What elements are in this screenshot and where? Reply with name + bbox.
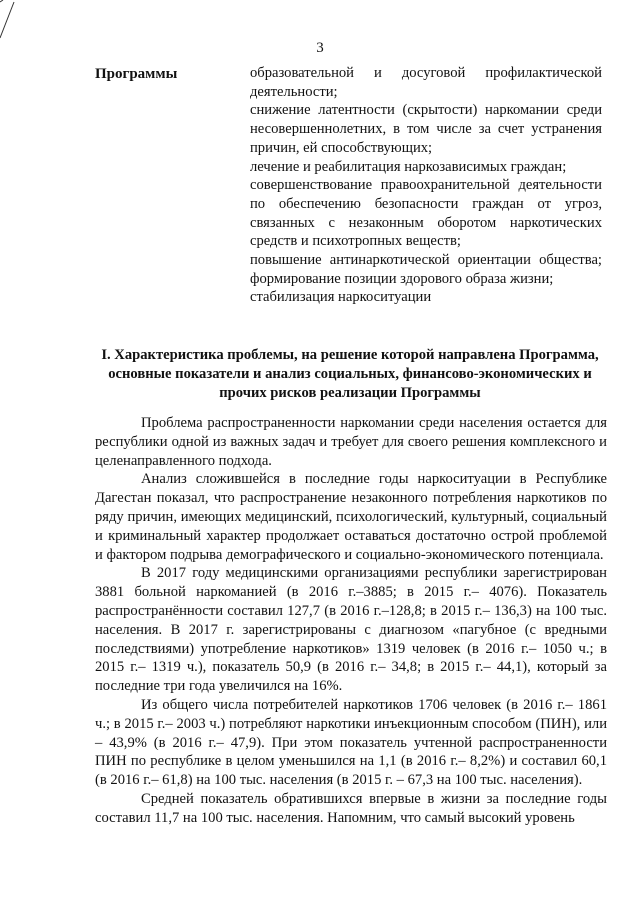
- body-paragraph: Средней показатель обратившихся впервые в жизни за последние годы составил 11,7 на 100 тыс. населения. Напомним, что самый высокий уровень: [95, 790, 607, 826]
- program-meta-item: совершенствование правоохранительной деятельности по обеспечению безопасности граждан от угроз, связанных с незаконным оборотом наркотических средств и психотропных веществ;: [250, 177, 602, 250]
- section-heading: I. Характеристика проблемы, на решение которой направлена Программа, основные показатели и анализ социальных, финансово-экономических и прочих рисков реализации Программы: [101, 347, 599, 401]
- program-meta-item: образовательной и досуговой профилактической деятельности;: [250, 65, 602, 100]
- program-meta-label: Программы: [95, 66, 178, 82]
- program-meta-item: лечение и реабилитация наркозависимых граждан;: [250, 158, 567, 175]
- body-paragraph: Из общего числа потребителей наркотиков 1706 человек (в 2016 г.– 1861 ч.; в 2015 г.– 2003 ч.) потребляют наркотики инъекционным способом (ПИН), или – 43,9% (в 2016 г.– 47,9). При этом показатель учтенной распространенности ПИН по республике в целом уменьшился на 1,1 (в 2016 г.– 8,2%) и составил 60,1 (в 2016 г.– 61,8) на 100 тыс. населения (в 2015 г. – 67,3 на 100 тыс. населения).: [95, 696, 607, 789]
- program-meta-item: повышение антинаркотической ориентации общества; формирование позиции здорового образа жизни;: [250, 252, 602, 287]
- body-paragraph: Анализ сложившейся в последние годы наркоситуации в Республике Дагестан показал, что распространение незаконного потребления наркотиков по ряду причин, имеющих медицинский, психологический, культурный, социальный и криминальный характер продолжает оставаться достаточно острой проблемой и фактором подрыва демографического и социально-экономического потенциала.: [95, 471, 607, 563]
- body-paragraph: В 2017 году медицинскими организациями республики зарегистрирован 3881 больной наркоманией (в 2016 г.–3885; в 2015 г.– 4076). Показатель распространённости составил 127,7 (в 2016 г.–128,8; в 2015 г.– 136,3) на 100 тыс. населения. В 2017 г. зарегистрированы с диагнозом «пагубное (с вредными последствиями) употребление наркотиков» 1319 человек (в 2016 г.– 1050 ч.; в 2015 г.– 1319 ч.), показатель 50,9 (в 2016 г.– 34,8; в 2015 г.– 44,1), который за последние три года увеличился на 16%.: [95, 565, 607, 695]
- page-number: 3: [316, 40, 324, 56]
- scan-corner-mark: [0, 0, 18, 40]
- body-paragraph: Проблема распространенности наркомании среди населения остается для республики одной из важных задач и требует для своего решения комплексного и целенаправленного подхода.: [95, 415, 607, 469]
- program-meta-item: снижение латентности (скрытости) наркомании среди несовершеннолетних, в том числе за счет устранения причин, ей способствующих;: [250, 102, 602, 156]
- program-meta-item: стабилизация наркоситуации: [250, 289, 432, 306]
- program-meta-list: [250, 64, 602, 307]
- section-body: [95, 414, 607, 828]
